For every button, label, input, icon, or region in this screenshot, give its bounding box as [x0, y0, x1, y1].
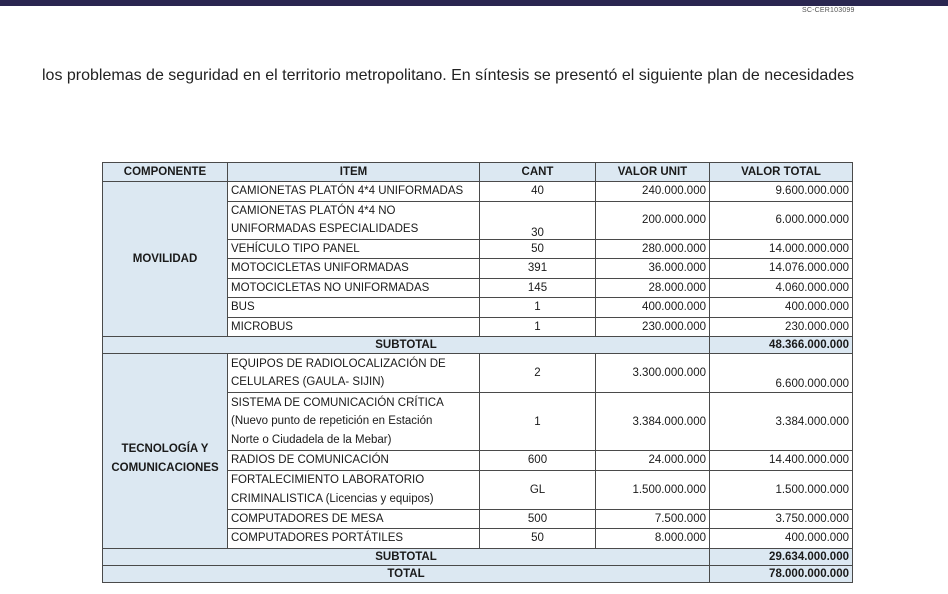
total-value: 78.000.000.000 — [710, 565, 853, 582]
cant-cell: 145 — [480, 278, 596, 298]
cant-cell: 391 — [480, 259, 596, 279]
needs-plan-table — [102, 162, 853, 583]
item-cell: MOTOCICLETAS UNIFORMADAS — [228, 259, 480, 279]
item-cell — [228, 470, 480, 509]
item-cell: CAMIONETAS PLATÓN 4*4 UNIFORMADAS — [228, 182, 480, 202]
cant-cell: GL — [480, 470, 596, 509]
item-cell: MICROBUS — [228, 317, 480, 337]
valor-total-cell: 14.400.000.000 — [710, 451, 853, 471]
component-tecnologia — [103, 354, 228, 549]
cant-cell: 50 — [480, 529, 596, 549]
valor-total-cell: 6.000.000.000 — [710, 201, 853, 239]
item-cell: BUS — [228, 298, 480, 318]
total-row — [103, 565, 853, 582]
subtotal-row-tecnologia — [103, 548, 853, 565]
valor-total-cell: 9.600.000.000 — [710, 182, 853, 202]
cant-cell: 1 — [480, 393, 596, 451]
item-line: CAMIONETAS PLATÓN 4*4 NO — [231, 204, 396, 217]
table-header-row — [103, 163, 853, 182]
valor-unit-cell: 3.384.000.000 — [596, 393, 710, 451]
valor-unit-cell: 200.000.000 — [596, 201, 710, 239]
valor-total-cell: 400.000.000 — [710, 529, 853, 549]
subtotal-value: 29.634.000.000 — [710, 548, 853, 565]
item-line: EQUIPOS DE RADIOLOCALIZACIÓN DE — [231, 357, 446, 370]
item-cell: VEHÍCULO TIPO PANEL — [228, 239, 480, 259]
cant-cell: 30 — [480, 201, 596, 239]
valor-unit-cell: 24.000.000 — [596, 451, 710, 471]
valor-unit-cell: 280.000.000 — [596, 239, 710, 259]
cant-cell: 500 — [480, 509, 596, 529]
cant-cell: 2 — [480, 354, 596, 393]
item-line: UNIFORMADAS ESPECIALIDADES — [231, 223, 419, 235]
valor-total-cell: 400.000.000 — [710, 298, 853, 318]
valor-unit-cell: 3.300.000.000 — [596, 354, 710, 393]
valor-total-cell: 3.750.000.000 — [710, 509, 853, 529]
valor-unit-cell: 7.500.000 — [596, 509, 710, 529]
header-valor-unit: VALOR UNIT — [596, 163, 710, 182]
valor-unit-cell: 1.500.000.000 — [596, 470, 710, 509]
valor-total-cell: 1.500.000.000 — [710, 470, 853, 509]
subtotal-value: 48.366.000.000 — [710, 337, 853, 354]
cant-cell: 50 — [480, 239, 596, 259]
item-cell: RADIOS DE COMUNICACIÓN — [228, 451, 480, 471]
valor-unit-cell: 28.000.000 — [596, 278, 710, 298]
item-line: FORTALECIMIENTO LABORATORIO — [231, 474, 425, 486]
document-code: SC-CER103099 — [802, 7, 855, 14]
header-item: ITEM — [228, 163, 480, 182]
valor-unit-cell: 400.000.000 — [596, 298, 710, 318]
item-line: Norte o Ciudadela de la Mebar) — [231, 433, 392, 446]
valor-unit-cell: 230.000.000 — [596, 317, 710, 337]
item-line: SISTEMA DE COMUNICACIÓN CRÍTICA — [231, 396, 444, 409]
valor-total-cell: 3.384.000.000 — [710, 393, 853, 451]
component-label-line: TECNOLOGÍA Y — [121, 443, 209, 455]
valor-unit-cell: 8.000.000 — [596, 529, 710, 549]
table-row — [103, 182, 853, 202]
valor-total-cell: 4.060.000.000 — [710, 278, 853, 298]
component-movilidad: MOVILIDAD — [103, 182, 228, 337]
total-label: TOTAL — [103, 565, 710, 582]
table-row — [103, 354, 853, 393]
intro-paragraph: los problemas de seguridad en el territorio metropolitano. En síntesis se presentó el siguiente plan de necesidades — [42, 67, 855, 84]
top-border-bar — [0, 0, 948, 6]
component-label-line: COMUNICACIONES — [111, 462, 219, 474]
valor-total-cell: 6.600.000.000 — [710, 354, 853, 393]
valor-total-cell: 14.000.000.000 — [710, 239, 853, 259]
item-line: CRIMINALISTICA (Licencias y equipos) — [231, 492, 434, 505]
cant-cell: 1 — [480, 317, 596, 337]
header-cant: CANT — [480, 163, 596, 182]
item-cell: COMPUTADORES PORTÁTILES — [228, 529, 480, 549]
item-cell — [228, 393, 480, 451]
valor-unit-cell: 240.000.000 — [596, 182, 710, 202]
cant-cell: 40 — [480, 182, 596, 202]
header-componente: COMPONENTE — [103, 163, 228, 182]
item-cell — [228, 354, 480, 393]
valor-total-cell: 230.000.000 — [710, 317, 853, 337]
subtotal-label: SUBTOTAL — [103, 337, 710, 354]
cant-cell: 1 — [480, 298, 596, 318]
subtotal-row-movilidad — [103, 337, 853, 354]
header-valor-total: VALOR TOTAL — [710, 163, 853, 182]
item-cell: MOTOCICLETAS NO UNIFORMADAS — [228, 278, 480, 298]
item-line: CELULARES (GAULA- SIJIN) — [231, 376, 385, 388]
cant-cell: 600 — [480, 451, 596, 471]
item-cell: COMPUTADORES DE MESA — [228, 509, 480, 529]
valor-unit-cell: 36.000.000 — [596, 259, 710, 279]
subtotal-label: SUBTOTAL — [103, 548, 710, 565]
item-line: (Nuevo punto de repetición en Estación — [231, 415, 433, 428]
item-cell — [228, 201, 480, 239]
valor-total-cell: 14.076.000.000 — [710, 259, 853, 279]
